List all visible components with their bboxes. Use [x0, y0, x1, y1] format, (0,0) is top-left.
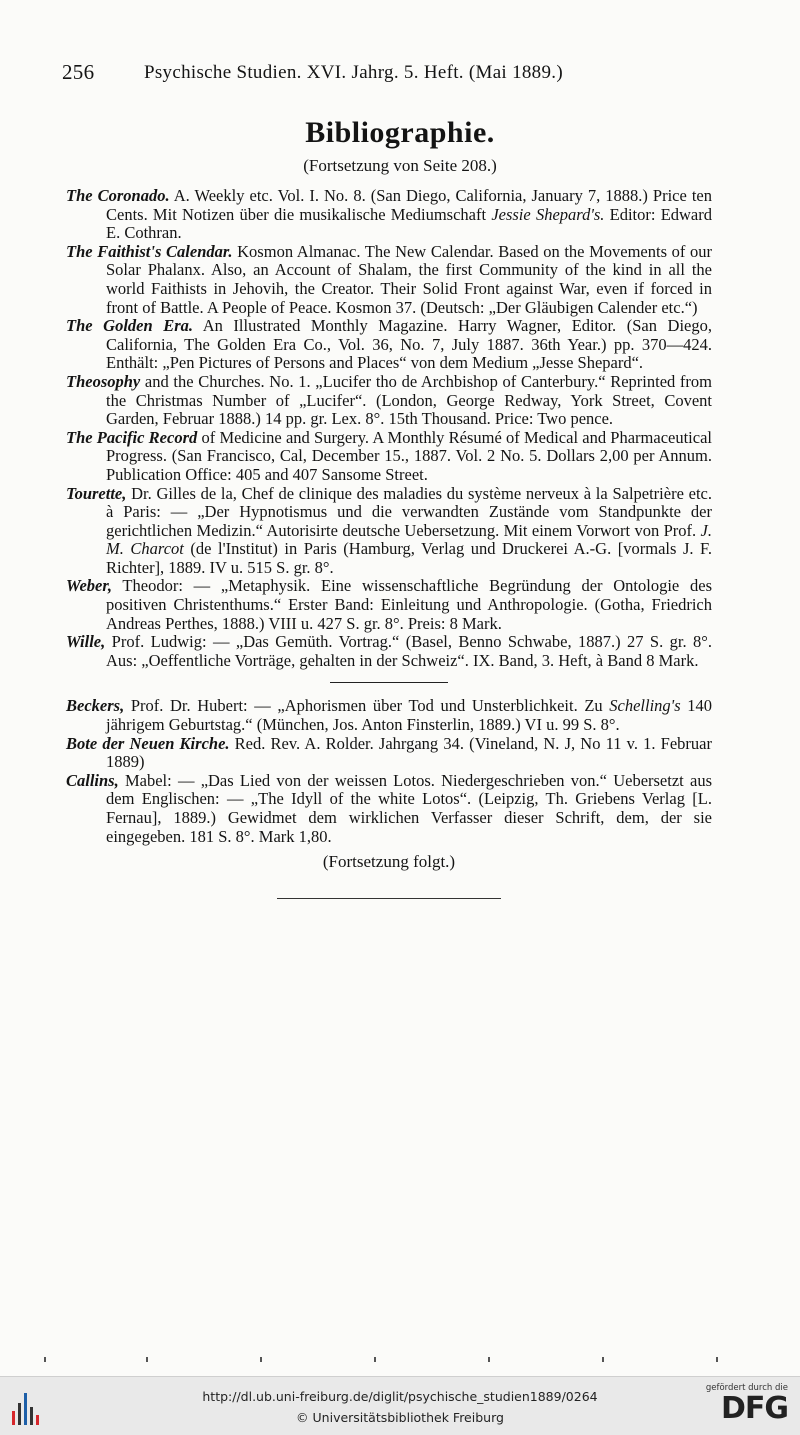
entry-text: Red. Rev. A. Rolder. Jahrgang 34. (Vineland, N. J, No 11 v. 1. Februar 1889) — [106, 733, 712, 772]
bibliography-entry — [66, 577, 712, 633]
bibliography-entry — [66, 243, 712, 317]
entry-text: An Illustrated Monthly Magazine. Harry Wagner, Editor. (San Diego, California, The Golden Era Co., Vol. 36, No. 7, July 1887. 36th Year.) pp. 370—424. Enthält: „Pen Pictures of Persons and Places“ von dem Medium „Jesse Shepard“. — [106, 316, 712, 373]
permalink-url[interactable]: http://dl.ub.uni-freiburg.de/diglit/psychische_studien1889/0264 — [202, 1389, 598, 1404]
bibliography-entry — [66, 485, 712, 578]
entry-text: (de l'Institut) in Paris (Hamburg, Verlag und Druckerei A.-G. [vormals J. F. Richter], 1889. IV u. 515 S. gr. 8°. — [106, 539, 713, 577]
entry-italic-name: Schelling's — [609, 696, 681, 716]
bibliography-entry — [66, 697, 712, 734]
entry-text: Kosmon Almanac. The New Calendar. Based on the Movements of our Solar Phalanx. Also, an Account of Shalam, the first Community of the kind in all the world Faithists in Jehovih, the Creator. Their Solid Front against War, even if forced in front of Battle. A People of Peace. Kosmon 37. (Deutsch: „Der Gläubigen Calender etc.“) — [106, 241, 713, 317]
entry-text: Editor: Edward E. Cothran. — [106, 204, 713, 243]
end-rule — [277, 898, 501, 899]
viewer-footer — [0, 1376, 800, 1435]
entry-text: of Medicine and Surgery. A Monthly Résumé of Medical and Pharmaceutical Progress. (San Francisco, Cal, December 15., 1887. Vol. 2 No. 5. Dollars 2,00 per Annum. Publication Office: 405 and 407 Sansome Street. — [106, 427, 713, 484]
entry-heading: The Pacific Record — [66, 427, 198, 447]
running-header — [62, 60, 672, 90]
entry-heading: Theosophy — [66, 371, 141, 391]
copyright-notice: © Universitätsbibliothek Freiburg — [296, 1410, 504, 1425]
bibliography-content — [66, 187, 712, 899]
entry-italic-name: J. M. Charcot — [106, 520, 712, 559]
bibliography-entry — [66, 633, 712, 670]
running-title: Psychische Studien. XVI. Jahrg. 5. Heft. (Mai 1889.) — [144, 62, 563, 83]
bibliography-entry — [66, 735, 712, 772]
bibliography-list-foreign — [66, 187, 712, 670]
bibliography-entry — [66, 317, 712, 373]
entry-heading: The Faithist's Calendar. — [66, 241, 233, 261]
bibliography-entry — [66, 772, 712, 846]
entry-heading: The Coronado. — [66, 186, 170, 205]
entry-text: Dr. Gilles de la, Chef de clinique des maladies du système nerveux à la Salpetrière etc. à Paris: — „Der Hypnotismus und die verwandten Zustände vom Standpunkte der gerichtlichen Medizin.“ Autorisirte deutsche Uebersetzung. Mit einem Vorwort von Prof. — [106, 483, 712, 540]
entry-text: Mabel: — „Das Lied von der weissen Lotos. Niedergeschrieben von.“ Uebersetzt aus dem Englischen: — „The Idyll of the white Lotos“. (Leipzig, Th. Griebens Verlag [L. Fernau], 1889.) Gewidmet dem wirklichen Verfasser dieser Schrift, dem, der sie eingegeben. 181 S. 8°. Mark 1,80. — [106, 770, 712, 846]
bibliography-entry — [66, 187, 712, 243]
entry-text: 140 jährigem Geburtstag.“ (München, Jos. Anton Finsterlin, 1889.) VI u. 99 S. 8°. — [106, 696, 713, 735]
bibliography-entry — [66, 429, 712, 485]
entry-text: and the Churches. No. 1. „Lucifer tho de Archbishop of Canterbury.“ Reprinted from the Christmas Number of „Lucifer“. (London, George Redway, York Street, Covent Garden, Februar 1888.) 14 pp. gr. Lex. 8°. 15th Thousand. Price: Two pence. — [106, 371, 712, 429]
entry-heading: Tourette, — [66, 483, 127, 503]
section-title: Bibliographie. — [305, 116, 495, 149]
continued-note: (Fortsetzung folgt.) — [322, 852, 456, 872]
entry-text: Prof. Dr. Hubert: — „Aphorismen über Tod und Unsterblichkeit. Zu — [124, 696, 610, 716]
page-number: 256 — [62, 60, 95, 84]
entry-italic-name: Jessie Shepard's. — [491, 204, 605, 224]
bibliography-list-german — [66, 697, 712, 846]
separator-line — [330, 682, 448, 683]
dfg-caption: gefördert durch die — [705, 1383, 788, 1393]
entry-heading: Wille, — [66, 632, 106, 652]
bibliography-entry — [66, 373, 712, 429]
entry-text: A. Weekly etc. Vol. I. No. 8. (San Diego, California, January 7, 1888.) Price ten Cents. Mit Notizen über die musikalische Mediumschaft — [106, 186, 712, 224]
scan-margin-marks — [30, 1357, 790, 1363]
dfg-logo — [698, 1383, 788, 1431]
entry-heading: Callins, — [66, 770, 119, 790]
entry-heading: Bote der Neuen Kirche. — [66, 733, 230, 753]
section-subtitle: (Fortsetzung von Seite 208.) — [303, 156, 497, 175]
entry-heading: Beckers, — [66, 696, 125, 716]
dfg-wordmark: DFG — [720, 1391, 788, 1426]
entry-text: Theodor: — „Metaphysik. Eine wissenschaftliche Begründung der Ontologie des positiven Christenthums.“ Erster Band: Einleitung und Anthropologie. (Gotha, Friedrich Andreas Perthes, 1888.) VIII u. 427 S. gr. 8°. Preis: 8 Mark. — [106, 576, 712, 633]
entry-text: Prof. Ludwig: — „Das Gemüth. Vortrag.“ (Basel, Benno Schwabe, 1887.) 27 S. gr. 8°. Aus: „Oeffentliche Vorträge, gehalten in der Schweiz“. IX. Band, 3. Heft, à Band 8 Mark. — [105, 632, 712, 670]
entry-heading: The Golden Era. — [66, 316, 194, 336]
entry-heading: Weber, — [66, 576, 112, 596]
